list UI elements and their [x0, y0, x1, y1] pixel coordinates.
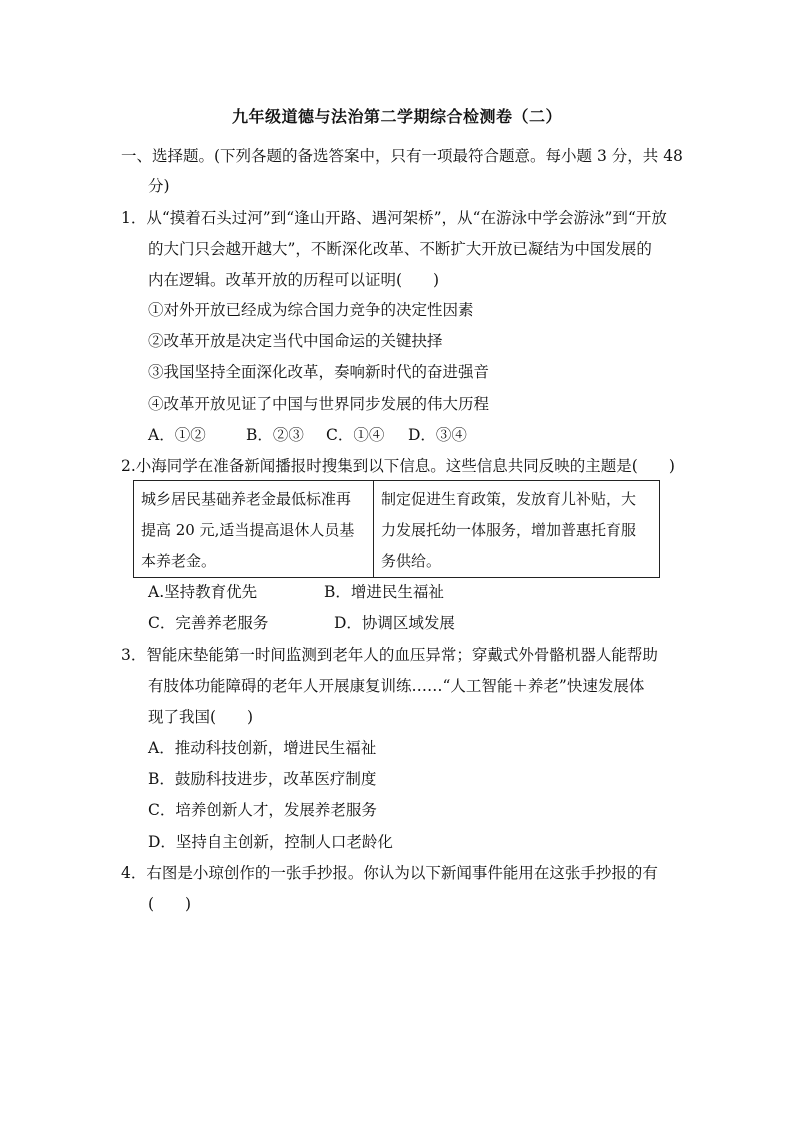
exam-title: 九年级道德与法治第二学期综合检测卷（二）	[231, 107, 562, 126]
q1-option-c[interactable]: C．①④	[326, 426, 385, 444]
q1-item-1: ①对外开放已经成为综合国力竞争的决定性因素	[148, 301, 474, 319]
q1-option-d[interactable]: D．③④	[408, 426, 467, 444]
q2-option-b[interactable]: B．增进民生福祉	[324, 583, 444, 601]
q2-cell1-line2: 提高 20 元,适当提高退休人员基	[141, 521, 355, 539]
q1-options	[148, 425, 467, 445]
q2-cell2-line2: 力发展托幼一体服务，增加普惠托育服	[381, 521, 637, 539]
q2-option-d[interactable]: D．协调区域发展	[334, 614, 455, 632]
section-heading-line2: 分)	[148, 177, 170, 195]
q3-stem-line2: 有肢体功能障碍的老年人开展康复训练……“人工智能＋养老”快速发展体	[148, 677, 645, 695]
q1-option-a[interactable]: A．①②	[148, 426, 206, 444]
q2-cell2-line3: 务供给。	[381, 552, 442, 570]
section-heading-line1: 一、选择题。(下列各题的备选答案中，只有一项最符合题意。每小题 3 分，共 48	[121, 147, 683, 165]
q3-option-c[interactable]: C．培养创新人才，发展养老服务	[148, 801, 377, 819]
q1-item-2: ②改革开放是决定当代中国命运的关键抉择	[148, 332, 443, 350]
q2-info-cell-pension	[134, 481, 374, 578]
q1-item-4: ④改革开放见证了中国与世界同步发展的伟大历程	[148, 395, 490, 413]
q2-options-row1	[148, 582, 444, 602]
q2-cell1-line1: 城乡居民基础养老金最低标准再	[141, 490, 352, 508]
q2-info-cell-childcare	[374, 481, 660, 578]
q3-option-b[interactable]: B．鼓励科技进步，改革医疗制度	[148, 770, 377, 788]
q3-stem-line1: 3．智能床垫能第一时间监测到老年人的血压异常；穿戴式外骨骼机器人能帮助	[121, 646, 658, 664]
q3-stem-line3: 现了我国( )	[148, 708, 254, 726]
q1-stem-line3: 内在逻辑。改革开放的历程可以证明( )	[148, 271, 440, 289]
q2-info-table	[133, 480, 660, 578]
q3-option-d[interactable]: D．坚持自主创新，控制人口老龄化	[148, 833, 393, 851]
q1-item-3: ③我国坚持全面深化改革，奏响新时代的奋进强音	[148, 363, 490, 381]
q3-option-a[interactable]: A．推动科技创新，增进民生福祉	[148, 739, 377, 757]
q1-stem-line2: 的大门只会越开越大”，不断深化改革、不断扩大开放已凝结为中国发展的	[148, 240, 652, 258]
q2-option-a[interactable]: A.坚持教育优先	[148, 583, 258, 601]
q2-stem: 2.小海同学在准备新闻播报时搜集到以下信息。这些信息共同反映的主题是( )	[121, 457, 675, 475]
q4-stem-line2: ( )	[148, 895, 192, 913]
q2-option-c[interactable]: C．完善养老服务	[148, 614, 269, 632]
q1-option-b[interactable]: B．②③	[246, 426, 304, 444]
q1-stem-line1: 1．从“摸着石头过河”到“逢山开路、遇河架桥”，从“在游泳中学会游泳”到“开放	[121, 209, 667, 227]
q4-stem-line1: 4．右图是小琼创作的一张手抄报。你认为以下新闻事件能用在这张手抄报的有	[121, 864, 658, 882]
q2-cell1-line3: 本养老金。	[141, 552, 217, 570]
q2-options-row2	[148, 613, 455, 633]
q2-cell2-line1: 制定促进生育政策，发放育儿补贴，大	[381, 490, 637, 508]
